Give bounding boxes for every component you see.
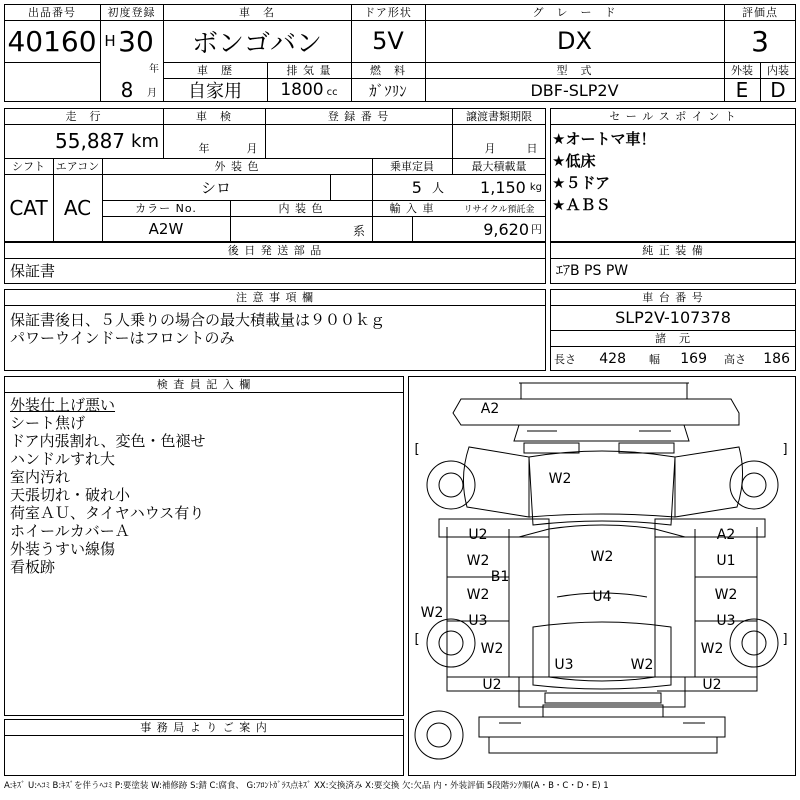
- bracket-left-open-2: [: [414, 631, 420, 647]
- seats-value: 5: [411, 177, 422, 197]
- mark-right-rear-door: U3: [716, 613, 736, 629]
- spec-label: 諸 元: [655, 332, 691, 345]
- seats: [372, 174, 452, 200]
- hgt-value: 186: [763, 350, 790, 367]
- spec-width: [645, 346, 711, 371]
- mark-left-rear-fender: W2: [480, 641, 504, 657]
- inspector-line-4: ハンドルすれ大: [10, 450, 116, 468]
- door-label: ドア形状: [364, 6, 412, 19]
- inspector-label: 検 査 員 記 入 欄: [156, 378, 252, 391]
- office-label: 事 務 局 よ り ご 案 内: [140, 721, 268, 734]
- grade-label: グ レ ー ド: [532, 6, 617, 19]
- model-label: 型 式: [556, 64, 593, 77]
- mileage-value: 55,887: [55, 129, 126, 153]
- car-diagram-svg: [409, 377, 795, 775]
- load-unit: kg: [529, 181, 542, 193]
- car-name: ボンゴバン: [191, 28, 322, 59]
- notes-line-2: パワーウインドーはフロントのみ: [10, 329, 235, 347]
- fuel: ｶﾞｿﾘﾝ: [369, 81, 407, 100]
- disp-value: 1800: [280, 80, 324, 100]
- mark-front-hood: W2: [548, 471, 572, 487]
- lot-label: 出品番号: [28, 6, 76, 19]
- inspect-year-unit: 年: [198, 142, 210, 155]
- disp-label: 排 気 量: [286, 64, 332, 77]
- inspector-line-10: 看板跡: [10, 558, 56, 576]
- seats-unit: 人: [431, 180, 444, 195]
- car-diagram: [408, 376, 796, 776]
- later-label: 後 日 発 送 部 品: [227, 244, 323, 257]
- equip-label: 純 正 装 備: [642, 244, 704, 257]
- score: 3: [751, 24, 769, 58]
- notes-label: 注 意 事 項 欄: [236, 291, 314, 304]
- door-type: 5V: [372, 27, 404, 55]
- bracket-left-open: [: [414, 441, 420, 457]
- mileage-unit: km: [131, 130, 159, 152]
- inspector-line-5: 室内汚れ: [10, 468, 71, 486]
- len-value: 428: [599, 350, 626, 367]
- ac-label: エアコン: [55, 160, 100, 173]
- reg-label: 初度登録: [107, 6, 156, 19]
- load-label: 最大積載量: [471, 160, 527, 173]
- mark-left-front-door: W2: [466, 553, 490, 569]
- inspector-line-1: 外装仕上げ悪い: [10, 396, 116, 414]
- mark-right-front-fender: A2: [716, 527, 736, 543]
- mark-left-rear-quarter: U2: [482, 677, 502, 693]
- bracket-right-close: ]: [782, 441, 788, 457]
- colorno: A2W: [148, 220, 184, 238]
- year-unit: 年: [149, 63, 159, 75]
- model: DBF-SLP2V: [530, 80, 619, 100]
- spec-length: [550, 346, 632, 371]
- intcolor-unit: 系: [352, 223, 365, 238]
- disp-unit: cc: [326, 86, 338, 98]
- recycle-label: リサイクル預託金: [463, 204, 535, 215]
- wid-value: 169: [680, 350, 707, 367]
- inspector-line-9: 外装うすい線傷: [10, 540, 116, 558]
- era: H: [104, 32, 116, 50]
- equip-value: ｴｱB PS PW: [556, 263, 629, 279]
- inspect-month-unit: 月: [246, 142, 258, 155]
- recycle-unit: 円: [531, 223, 542, 236]
- deadline-day-unit: 日: [526, 142, 538, 155]
- lot-number: 40160: [7, 24, 97, 58]
- shift: CAT: [9, 196, 48, 220]
- shift-label: シフト: [12, 160, 45, 173]
- score-label: 評価点: [742, 6, 778, 19]
- ext-grade: E: [735, 78, 749, 102]
- mark-right-rear-quarter: U2: [702, 677, 722, 693]
- inspector-line-2: シート焦げ: [10, 414, 86, 432]
- chassis-number: SLP2V-107378: [615, 308, 731, 327]
- sales-point-3: ★５ドア: [552, 174, 610, 192]
- color-label: 外 装 色: [214, 160, 260, 173]
- history-label: 車 歴: [197, 64, 233, 77]
- load: [452, 174, 546, 200]
- mark-roof: W2: [590, 549, 614, 565]
- mark-rear-gate-right: W2: [630, 657, 654, 673]
- inspector-line-7: 荷室ＡＵ、タイヤハウス有り: [10, 504, 205, 522]
- sales-point-2: ★低床: [552, 152, 596, 170]
- recycle-value: 9,620: [483, 219, 529, 239]
- deadline-label: 譲渡書類期限: [466, 110, 532, 123]
- deadline-month-unit: 月: [484, 142, 496, 155]
- later-value: 保証書: [10, 262, 56, 280]
- len-label: 長さ: [554, 352, 576, 366]
- wid-label: 幅: [649, 352, 660, 366]
- sales-point-1: ★オートマ車！: [552, 130, 656, 148]
- month-unit: 月: [147, 87, 157, 99]
- import-label: 輸 入 車: [389, 202, 435, 215]
- mileage-label: 走 行: [65, 110, 102, 123]
- bracket-right-close-2: ]: [782, 631, 788, 647]
- reg-year: 30: [118, 24, 154, 58]
- mark-roof-rear: U4: [592, 589, 612, 605]
- int-grade: D: [770, 78, 786, 102]
- int-label: 内装: [767, 64, 789, 77]
- inspector-line-8: ホイールカバーＡ: [10, 522, 130, 540]
- inspector-line-6: 天張切れ・破れ小: [10, 486, 131, 504]
- load-value: 1,150: [480, 177, 526, 197]
- notes-line-1: 保証書後日、５人乗りの場合の最大積載量は９００ｋｇ: [10, 311, 386, 329]
- displacement: [267, 78, 351, 102]
- mileage: [4, 124, 163, 158]
- hgt-label: 高さ: [724, 352, 746, 366]
- chassis-label: 車 台 番 号: [642, 291, 704, 304]
- mark-left-front-fender: U2: [468, 527, 488, 543]
- plate-label: 登 録 番 号: [327, 110, 390, 123]
- legend: A:ｷｽﾞ U:ﾍｺﾐ B:ｷｽﾞを伴うﾍｺﾐ P:要塗装 W:補修跡 S:錆 C:腐食、 G:ﾌﾛﾝﾄｶﾞﾗｽ点ｷｽﾞ XX:交換済み X:要交換 欠:欠品 内・外装評価 5段階ﾗﾝｸ順(A・B・C・D・E) 1: [4, 781, 609, 791]
- mark-roof-front: A2: [480, 401, 500, 417]
- history: 自家用: [188, 81, 242, 102]
- colorno-label: カラー No.: [135, 202, 197, 215]
- mark-right-front-door: U1: [716, 553, 736, 569]
- mark-right-rear-fender: W2: [700, 641, 724, 657]
- color: シロ: [200, 178, 231, 197]
- spec-height: [720, 346, 796, 371]
- reg-month: 8: [120, 78, 134, 102]
- ext-label: 外装: [731, 64, 753, 77]
- recycle: [452, 216, 546, 242]
- inspector-line-3: ドア内張割れ、変色・色褪せ: [10, 432, 206, 450]
- car-name-label: 車 名: [239, 6, 275, 19]
- intcolor-label: 内 装 色: [278, 202, 324, 215]
- mark-right-rear-door-top: W2: [714, 587, 738, 603]
- ac: AC: [63, 196, 92, 220]
- mark-left-side: W2: [420, 605, 444, 621]
- mark-left-pillar: B1: [490, 569, 510, 585]
- mark-left-rear-door: U3: [468, 613, 488, 629]
- grade: DX: [557, 27, 592, 55]
- mark-rear-gate-left: U3: [554, 657, 574, 673]
- sales-point-4: ★ＡＢＳ: [552, 196, 611, 214]
- fuel-label: 燃 料: [370, 64, 406, 77]
- seats-label: 乗車定員: [390, 160, 434, 173]
- mark-left-rear-door-top: W2: [466, 587, 490, 603]
- sales-label: セ ー ル ス ポ イ ン ト: [609, 110, 737, 123]
- inspect-label: 車 検: [196, 110, 232, 123]
